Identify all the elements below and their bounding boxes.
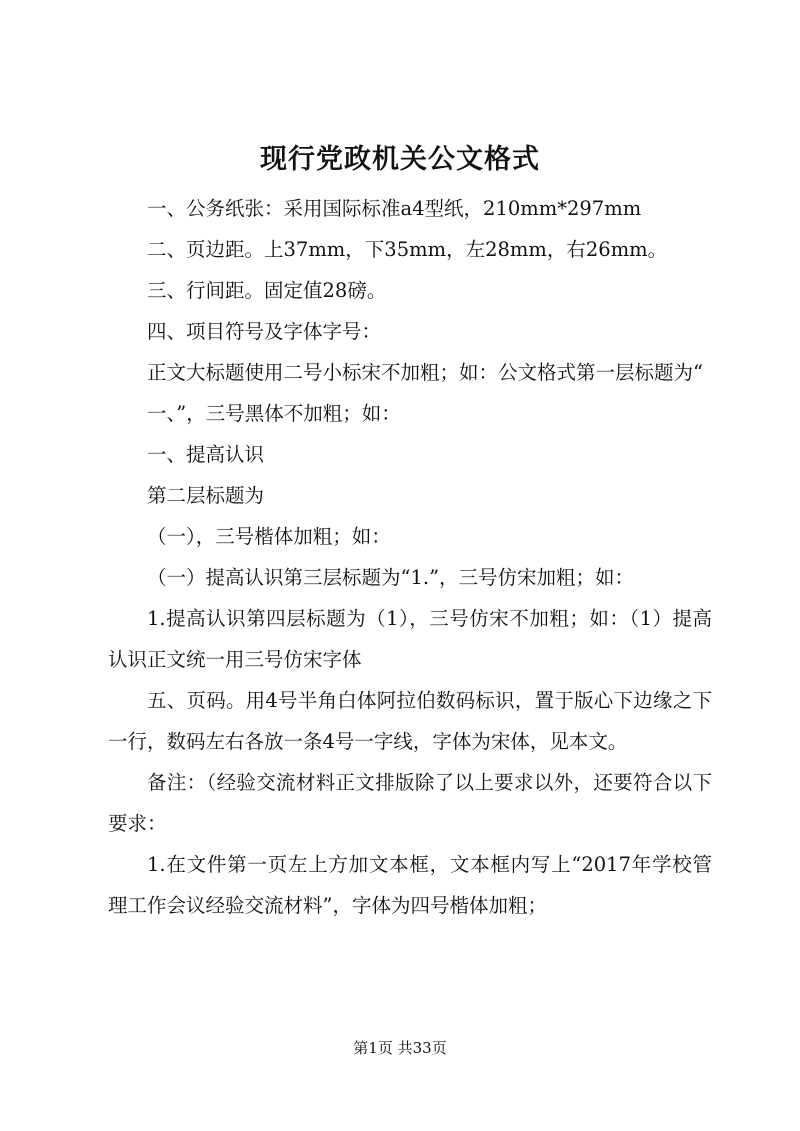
paragraph-paper-size: 一、公务纸张：采用国际标准a4型纸，210mm*297mm: [147, 197, 642, 220]
document-body: [108, 188, 712, 926]
paragraph-textbox-rule: 1.在文件第一页左上方加文本框，文本框内写上“2017年学校管理工作会议经验交流材料”，字体为四号楷体加粗；: [108, 853, 712, 917]
paragraph-remarks: 备注：（经验交流材料正文排版除了以上要求以外，还要符合以下要求：: [108, 771, 712, 835]
document-title: 现行党政机关公文格式: [260, 144, 540, 175]
paragraph-page-number: 五、页码。用4号半角白体阿拉伯数码标识，置于版心下边缘之下一行，数码左右各放一条4号一字线，字体为宋体，见本文。: [108, 689, 712, 753]
paragraph-level1-rule: 一、”，三号黑体不加粗；如：: [147, 402, 401, 425]
paragraph-level2-intro: 第二层标题为: [147, 484, 265, 507]
paragraph-level2-rule: （一），三号楷体加粗；如：: [147, 525, 391, 548]
page-footer: 第1页 共33页: [353, 1039, 447, 1057]
paragraph-line-spacing: 三、行间距。固定值28磅。: [147, 279, 387, 302]
paragraph-level4-rule: 1.提高认识第四层标题为（1），三号仿宋不加粗；如：（1）提高认识正文统一用三号仿宋字体: [108, 607, 712, 671]
paragraph-level3-rule: （一）提高认识第三层标题为“1.”，三号仿宋加粗；如：: [147, 566, 635, 589]
paragraph-main-title-rule: 正文大标题使用二号小标宋不加粗；如：公文格式第一层标题为“: [147, 361, 703, 384]
paragraph-heading-fonts: 四、项目符号及字体字号：: [147, 320, 382, 343]
paragraph-level1-example: 一、提高认识: [147, 443, 265, 466]
paragraph-margins: 二、页边距。上37mm，下35mm，左28mm，右26mm。: [147, 238, 668, 261]
